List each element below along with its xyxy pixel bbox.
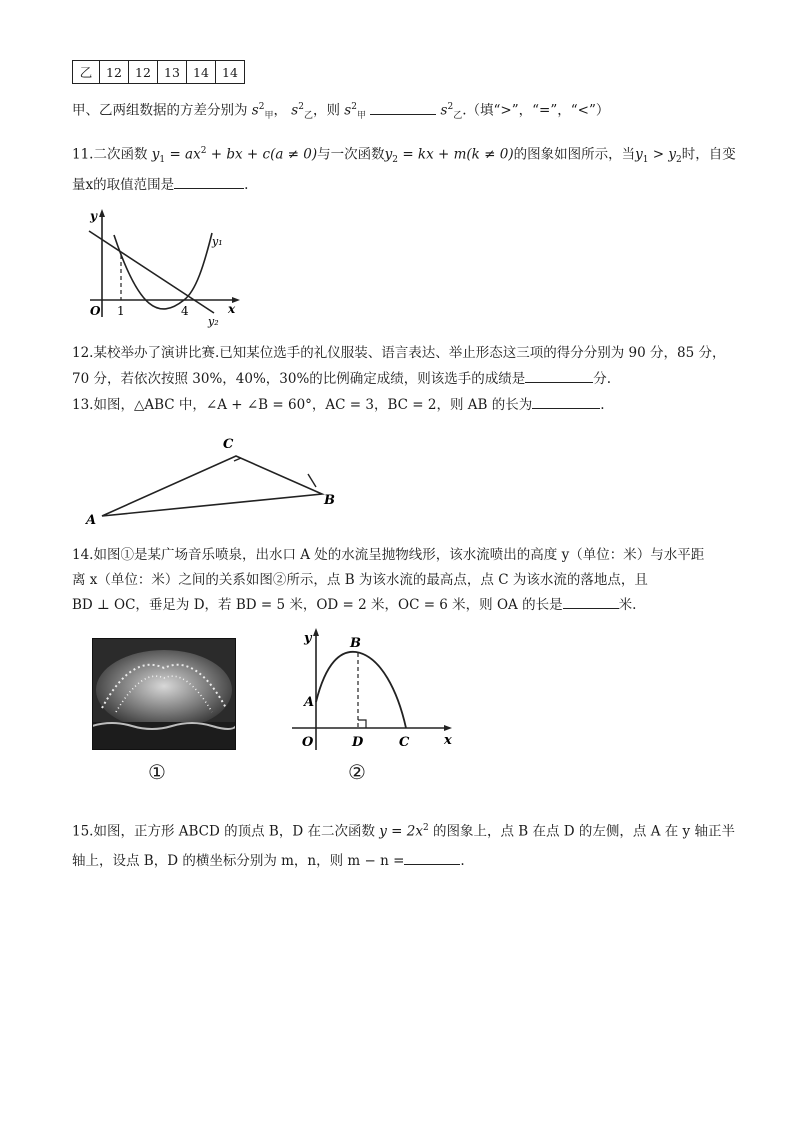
q11-text: 11.二次函数 — [72, 146, 148, 163]
x-axis-arrow — [444, 725, 452, 731]
eq-part: + bx + c — [206, 146, 271, 163]
label-d: D — [352, 735, 364, 750]
q13-triangle — [80, 432, 350, 532]
table-cell: 12 — [100, 61, 129, 84]
origin-label: O — [302, 735, 314, 750]
label-a: A — [304, 695, 315, 710]
table-row — [73, 61, 245, 84]
ineq-y: y — [635, 146, 643, 163]
sub: 甲 — [264, 111, 274, 122]
spray — [96, 650, 232, 730]
q11-text: 量x的取值范围是 — [72, 177, 175, 193]
fig2-label: ② — [348, 760, 366, 784]
right-angle — [358, 720, 366, 728]
label-a: A — [86, 513, 97, 528]
gt: > — [648, 146, 669, 163]
tick-label: 4 — [181, 304, 189, 318]
q10-text: 甲、乙两组数据的方差分别为 — [72, 102, 248, 119]
condition: (a ≠ 0) — [270, 146, 318, 163]
q15-line2 — [72, 850, 465, 871]
line-label: y₂ — [208, 315, 219, 328]
hint-text: .（填“>”，“=”，“<”） — [462, 102, 610, 119]
sup: 2 — [258, 102, 265, 112]
curve-label: y₁ — [212, 235, 223, 248]
then-text: ，则 — [312, 102, 340, 119]
row-label: 乙 — [73, 61, 100, 84]
triangle-abc — [102, 456, 322, 516]
parabola — [316, 652, 406, 728]
q11-text: 时，自变 — [681, 146, 736, 163]
answer-blank[interactable] — [563, 594, 619, 609]
answer-blank[interactable] — [525, 368, 593, 383]
tick-mark — [308, 474, 316, 487]
q14-line2: 离 x（单位：米）之间的关系如图②所示，点 B 为该水流的最高点，点 C 为该水流的落地点，且 — [72, 572, 648, 588]
q11-text: 与一次函数 — [317, 146, 385, 163]
y-label: y — [90, 209, 97, 223]
x-label: x — [444, 733, 452, 748]
q13-line — [72, 394, 605, 415]
q14-line1: 14.如图①是某广场音乐喷泉，出水口 A 处的水流呈抛物线形，该水流喷出的高度 y（单位：米）与水平距 — [72, 547, 705, 563]
fig1-label: ① — [148, 760, 166, 784]
s-symbol: s — [291, 102, 299, 119]
sub: 甲 — [356, 111, 366, 122]
sub: 乙 — [453, 111, 463, 122]
q11-text: 的图象如图所示，当 — [513, 146, 636, 163]
q13-text: 13.如图，△ABC 中，∠A + ∠B = 60°，AC = 3，BC = 2，则 AB 的长为 — [72, 397, 533, 413]
y2-symbol: y — [384, 146, 393, 163]
label-c: C — [399, 735, 410, 750]
q15-text: 的图象上，点 B 在点 D 的左侧，点 A 在 y 轴正半 — [428, 823, 735, 840]
table-cell: 14 — [187, 61, 216, 84]
sup: 2 — [351, 102, 357, 112]
s-symbol: s — [440, 102, 448, 119]
y-axis-arrow — [313, 628, 319, 636]
q15-line1 — [72, 818, 735, 842]
sup: 2 — [422, 823, 429, 833]
table-cell: 14 — [216, 61, 245, 84]
sup: 2 — [298, 102, 304, 112]
s-symbol: s — [251, 102, 259, 119]
q15-text: 轴上，设点 B，D 的横坐标分别为 m，n，则 m − n = — [72, 853, 405, 869]
unit: 米. — [618, 597, 637, 613]
q12-text: 70 分，若依次按照 30%，40%，30%的比例确定成绩，则该选手的成绩是 — [72, 371, 526, 387]
sub: 乙 — [303, 111, 313, 122]
curve-y1 — [114, 233, 212, 309]
y-label: y — [304, 631, 312, 646]
table-cell: 12 — [129, 61, 158, 84]
table-cell: 13 — [158, 61, 187, 84]
q12-line1: 12.某校举办了演讲比赛.已知某位选手的礼仪服装、语言表达、举止形态这三项的得分分别为 90 分，85 分， — [72, 345, 726, 361]
origin-label: O — [90, 304, 101, 318]
answer-blank[interactable] — [174, 174, 244, 189]
q15-text: 15.如图，正方形 ABCD 的顶点 B，D 在二次函数 — [72, 823, 380, 840]
period: . — [244, 177, 249, 193]
q14-line3 — [72, 594, 636, 615]
label-b: B — [324, 493, 335, 508]
sup: 2 — [447, 102, 454, 112]
x-label: x — [228, 302, 236, 316]
function: y = 2x — [379, 823, 423, 840]
q12-line2 — [72, 368, 611, 389]
q11-line1: 11.二次函数 $y_1 = ax^2$ + bx + c(a ≠ 0)与一次函数$y_2$ = kx + m(k ≠ 0)的图象如图所示，当$y_1 > y_2$时，自变 — [72, 146, 736, 166]
q11-line2 — [72, 174, 248, 195]
answer-blank[interactable] — [404, 850, 460, 865]
answer-blank[interactable] — [532, 394, 600, 409]
data-table — [72, 60, 245, 84]
answer-blank[interactable] — [370, 100, 436, 115]
unit: 分. — [593, 371, 612, 387]
tick-label: 1 — [117, 304, 125, 318]
y1-symbol: y — [151, 146, 160, 163]
label-c: C — [223, 437, 234, 452]
q14-text: BD ⊥ OC，垂足为 D，若 BD = 5 米，OD = 2 米，OC = 6 米，则 OA 的长是 — [72, 597, 563, 613]
s-symbol: s — [344, 102, 352, 119]
period: . — [600, 397, 605, 413]
tick-mark — [234, 458, 241, 461]
eq-part: = ax — [169, 146, 201, 163]
q11-graph — [84, 205, 254, 330]
eq-part: = kx + m — [402, 146, 467, 163]
period: . — [460, 853, 465, 869]
fountain-photo — [92, 638, 236, 750]
condition: (k ≠ 0) — [466, 146, 514, 163]
ineq-y: y — [668, 146, 677, 163]
comma: ， — [273, 102, 287, 119]
q10-line — [72, 97, 609, 126]
fountain-graph — [286, 622, 466, 754]
y-axis-arrow — [99, 209, 105, 217]
label-b: B — [350, 636, 361, 651]
